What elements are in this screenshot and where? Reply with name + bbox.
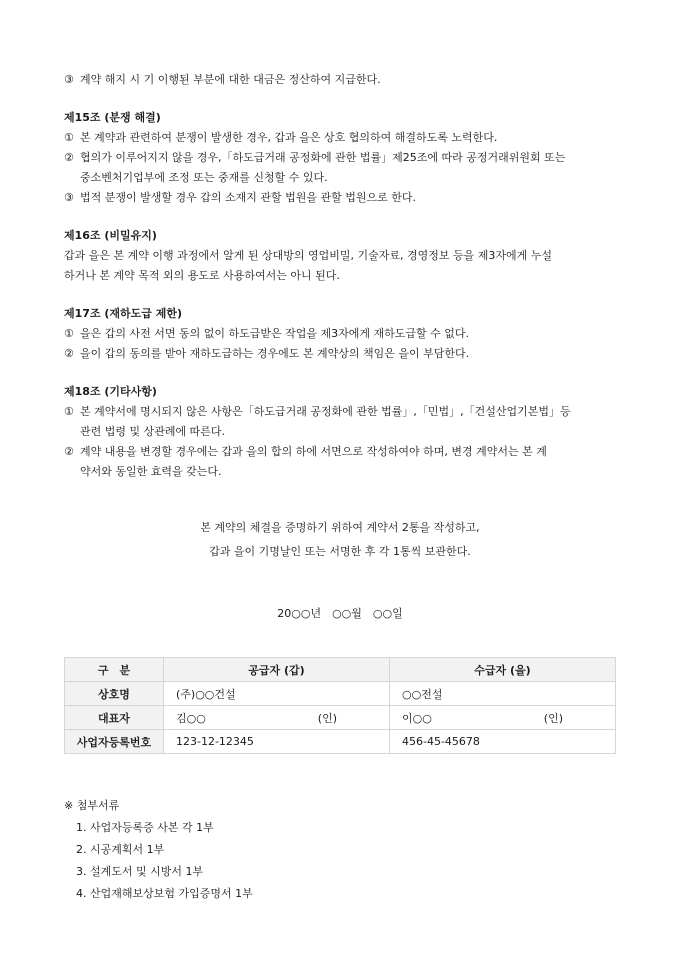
- article-15-item-2: [64, 148, 616, 188]
- article-17-heading: 제17조 (재하도급 제한): [64, 307, 183, 320]
- contract-body: [64, 70, 616, 624]
- supplier-representative-cell: [164, 706, 390, 730]
- table-row-business-number: [65, 730, 616, 754]
- attachments-list: [64, 817, 616, 905]
- list-item: 2. 시공계획서 1부: [76, 843, 165, 856]
- attachments-section: [64, 795, 616, 905]
- contractor-representative: 이○○: [402, 711, 432, 725]
- item-text: [80, 148, 616, 188]
- list-item: 4. 산업재해보상보험 가입증명서 1부: [76, 887, 253, 900]
- contractor-seal-mark: (인): [543, 711, 563, 725]
- item-text: 을이 갑의 동의를 받아 재하도급하는 경우에도 본 계약상의 책임은 을이 부담한다.: [80, 347, 470, 360]
- article-16-heading: 제16조 (비밀유지): [64, 229, 157, 242]
- item-number: ③: [64, 191, 74, 204]
- article-15-item-3: [64, 188, 616, 208]
- closing-line-2: 갑과 을이 기명날인 또는 서명한 후 각 1통씩 보관한다.: [209, 545, 471, 558]
- item-text-line-2: 관련 법령 및 상관례에 따른다.: [80, 425, 225, 438]
- item-text-line-2: 중소벤처기업부에 조정 또는 중재를 신청할 수 있다.: [80, 171, 328, 184]
- item-text-line-1: 본 계약서에 명시되지 않은 사항은「하도급거래 공정화에 관한 법률」,「민법」,「건설산업기본법」등: [80, 405, 571, 418]
- item-text: [80, 402, 616, 442]
- attachments-title: ※ 첨부서류: [64, 799, 120, 812]
- row-label: 사업자등록번호: [65, 730, 164, 754]
- item-text: [80, 442, 616, 482]
- supplier-company: (주)○○건설: [164, 682, 390, 706]
- list-item: 3. 설계도서 및 시방서 1부: [76, 865, 204, 878]
- item-number: ①: [64, 131, 74, 144]
- item-text: 법적 분쟁이 발생할 경우 갑의 소재지 관할 법원을 관할 법원으로 한다.: [80, 191, 416, 204]
- item-number: ①: [64, 405, 74, 418]
- row-label: 상호명: [65, 682, 164, 706]
- item-text: 본 계약과 관련하여 분쟁이 발생한 경우, 갑과 을은 상호 협의하여 해결하도록 노력한다.: [80, 131, 498, 144]
- header-category: 구 분: [65, 658, 164, 682]
- supplier-seal-mark: (인): [317, 711, 337, 725]
- article-18-heading: 제18조 (기타사항): [64, 385, 157, 398]
- item-number: ③: [64, 73, 74, 86]
- closing-line-1: 본 계약의 체결을 증명하기 위하여 계약서 2통을 작성하고,: [200, 521, 480, 534]
- contract-date: 20○○년 ○○월 ○○일: [277, 607, 403, 620]
- article-18-item-2: [64, 442, 616, 482]
- item-text-line-1: 협의가 이루어지지 않을 경우,「하도급거래 공정화에 관한 법률」제25조에 따라 공정거래위원회 또는: [80, 151, 566, 164]
- contractor-representative-cell: [390, 706, 616, 730]
- item-text: 을은 갑의 사전 서면 동의 없이 하도급받은 작업을 제3자에게 재하도급할 수 없다.: [80, 327, 469, 340]
- supplier-representative: 김○○: [176, 711, 206, 725]
- article-15-item-1: [64, 128, 616, 148]
- article-17-item-1: [64, 324, 616, 344]
- item-number: ②: [64, 347, 74, 360]
- article-16-line-2: 하거나 본 계약 목적 외의 용도로 사용하여서는 아니 된다.: [64, 269, 340, 282]
- closing-statement: [64, 516, 616, 564]
- row-label: 대표자: [65, 706, 164, 730]
- table-header-row: [65, 658, 616, 682]
- item-text-line-1: 계약 내용을 변경할 경우에는 갑과 을의 합의 하에 서면으로 작성하여야 하며, 변경 계약서는 본 계: [80, 445, 547, 458]
- table-row-representative: [65, 706, 616, 730]
- item-number: ①: [64, 327, 74, 340]
- article-18-item-1: [64, 402, 616, 442]
- item-number: ②: [64, 151, 74, 164]
- item-text-line-2: 약서와 동일한 효력을 갖는다.: [80, 465, 222, 478]
- signature-table: [64, 657, 616, 754]
- contractor-business-number: 456-45-45678: [390, 730, 616, 754]
- table-row-company: [65, 682, 616, 706]
- list-item: 1. 사업자등록증 사본 각 1부: [76, 821, 214, 834]
- header-contractor: 수급자 (을): [390, 658, 616, 682]
- article-16-line-1: 갑과 을은 본 계약 이행 과정에서 알게 된 상대방의 영업비밀, 기술자료, 경영정보 등을 제3자에게 누설: [64, 249, 552, 262]
- contractor-company: ○○전설: [390, 682, 616, 706]
- header-supplier: 공급자 (갑): [164, 658, 390, 682]
- article-15-heading: 제15조 (분쟁 해결): [64, 111, 161, 124]
- article-17-item-2: [64, 344, 616, 364]
- item-number: ②: [64, 445, 74, 458]
- item-text: 계약 해지 시 기 이행된 부분에 대한 대금은 정산하여 지급한다.: [80, 73, 381, 86]
- article-14-item-3: [64, 70, 616, 90]
- supplier-business-number: 123-12-12345: [164, 730, 390, 754]
